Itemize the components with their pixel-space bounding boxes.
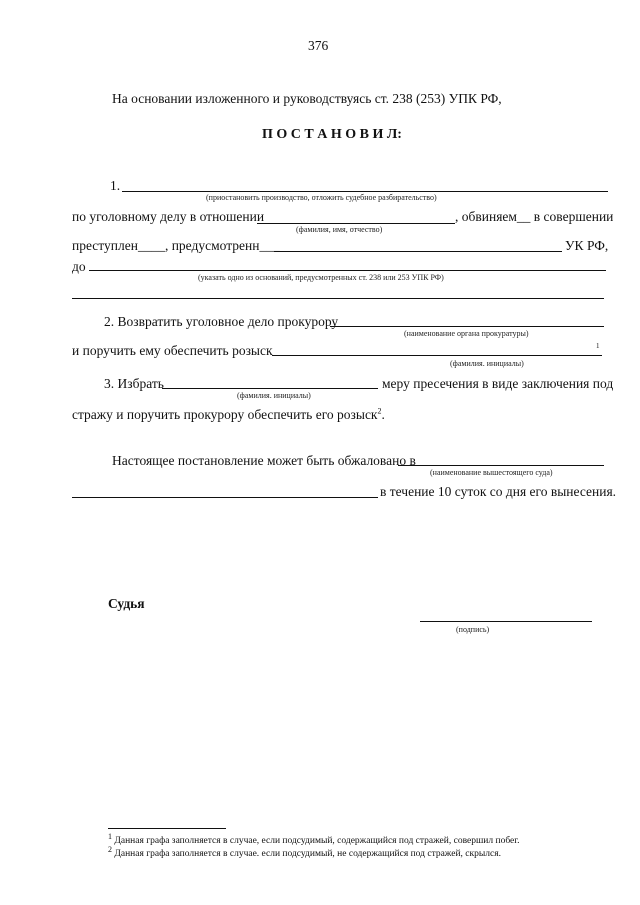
crime-article-line: [274, 251, 562, 252]
detainee-name-line: [162, 388, 378, 389]
signature-caption: (подпись): [456, 625, 490, 634]
until-label: до: [72, 259, 86, 274]
accused-name-line: [257, 223, 455, 224]
signature-line: [420, 621, 592, 622]
item1-number: 1.: [110, 178, 121, 193]
item3-prefix: 3. Избрать: [104, 376, 164, 391]
search-name-line: [272, 355, 602, 356]
search-text: и поручить ему обеспечить розыск: [72, 343, 273, 358]
court-name-line-2: [72, 497, 378, 498]
item3-suffix: меру пресечения в виде заключения под: [382, 376, 614, 391]
caption-name: (фамилия, имя, отчество): [296, 225, 383, 234]
footnote-2: $^2$ Данная графа заполняется в случае. если подсудимый, не содержащийся под стражей, скрылся.: [108, 844, 501, 859]
caption-initials-3: (фамилия. инициалы): [237, 391, 311, 400]
code-text: УК РФ,: [565, 238, 609, 253]
caption-reason: (указать одно из оснований, предусмотренных ст. 238 или 253 УПК РФ): [198, 273, 444, 282]
page-number: 376: [308, 38, 329, 53]
reason-line-2: [72, 298, 604, 299]
heading: П О С Т А Н О В И Л:: [262, 127, 402, 142]
accused-text: , обвиняем__ в совершении: [455, 209, 614, 224]
caption-org: (наименование органа прокуратуры): [404, 329, 529, 338]
footnote-separator: [108, 828, 226, 829]
item3-line2: стражу и поручить прокурору обеспечить его розыск$^2$.: [72, 406, 385, 422]
action-field-line: [122, 191, 608, 192]
prosecutor-org-line: [330, 326, 604, 327]
item2-text: 2. Возвратить уголовное дело прокурору: [104, 314, 339, 329]
court-name-line: [398, 465, 604, 466]
appeal-text: Настоящее постановление может быть обжаловано в: [112, 453, 416, 468]
footnote-mark-1: 1: [596, 342, 600, 350]
caption-initials-2: (фамилия. инициалы): [450, 359, 524, 368]
judge-label: Судья: [108, 596, 145, 611]
caption-action: (приостановить производство, отложить судебное разбирательство): [206, 193, 437, 202]
crime-prefix: преступлен____, предусмотренн___: [72, 238, 280, 253]
appeal-term: в течение 10 суток со дня его вынесения.: [380, 484, 617, 499]
footnote-1: $^1$ Данная графа заполняется в случае, если подсудимый, содержащийся под стражей, совершил побег.: [108, 831, 520, 846]
reason-line: [89, 270, 606, 271]
intro-text: На основании изложенного и руководствуясь ст. 238 (253) УПК РФ,: [112, 91, 502, 106]
case-prefix: по уголовному делу в отношении: [72, 209, 265, 224]
caption-court: (наименование вышестоящего суда): [430, 468, 553, 477]
